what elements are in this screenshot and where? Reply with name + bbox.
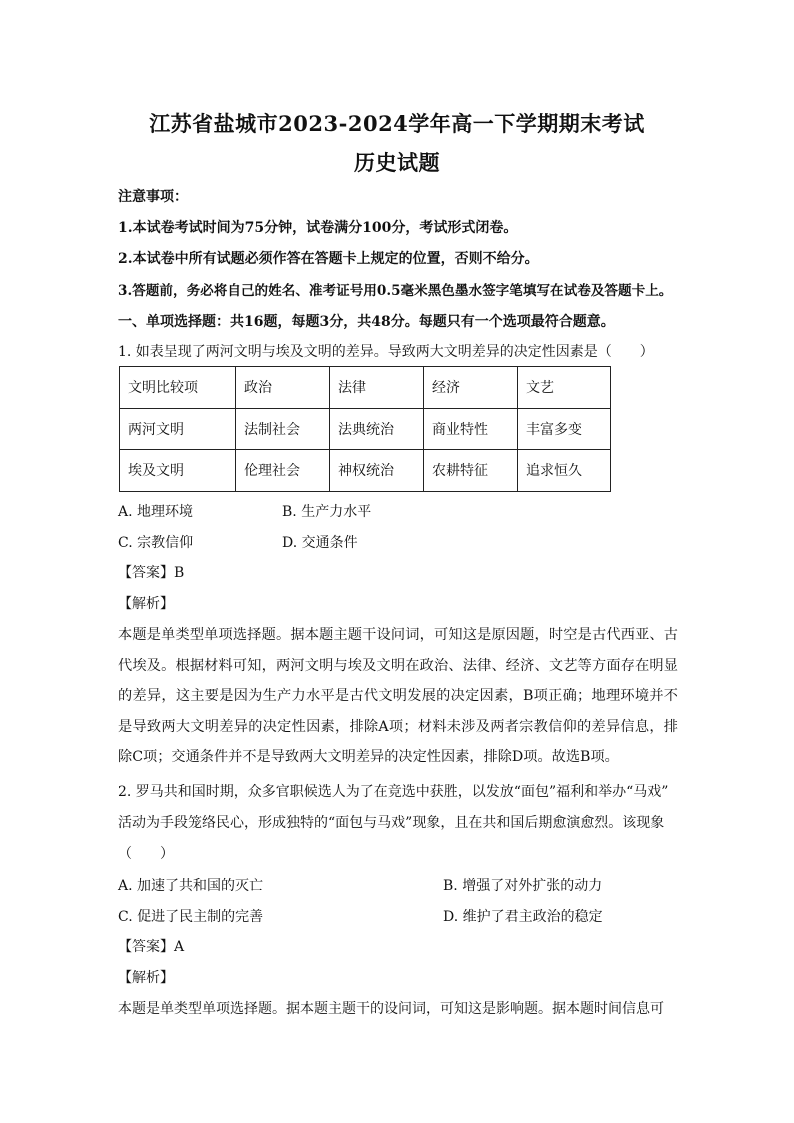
table-cell: 追求恒久 [518,450,611,492]
q2-answer: 【答案】A [118,939,185,955]
table-cell: 文明比较项 [120,367,236,409]
q1-answer: 【答案】B [118,565,185,581]
table-header-row [120,367,611,409]
exam-subtitle: 历史试题 [354,150,440,175]
section-heading: 一、单项选择题：共16题，每题3分，共48分。每题只有一个选项最符合题意。 [118,314,615,330]
exam-title: 江苏省盐城市2023-2024学年高一下学期期末考试 [149,111,645,136]
q2-option-c: C. 促进了民主制的完善 [118,909,264,925]
table-row [120,450,611,492]
table-cell: 神权统治 [330,450,424,492]
q1-analysis: 本题是单类型单项选择题。据本题主题干设问词，可知这是原因题，时空是古代西亚、古代埃及。根据材料可知，两河文明与埃及文明在政治、法律、经济、文艺等方面存在明显的差异，这主要是因为生产力水平是古代文明发展的决定因素，B项正确；地理环境并不是导致两大文明差异的决定性因素，排除A项；材料未涉及两者宗教信仰的差异信息，排除C项；交通条件并不是导致两大文明差异的决定性因素，排除D项。故选B项。 [118,627,678,766]
q1-option-b: B. 生产力水平 [282,504,372,520]
table-row [120,408,611,450]
table-cell: 商业特性 [424,408,518,450]
q1-option-a: A. 地理环境 [118,504,194,520]
table-cell: 文艺 [518,367,611,409]
table-cell: 农耕特征 [424,450,518,492]
table-cell: 伦理社会 [236,450,330,492]
q1-option-c: C. 宗教信仰 [118,535,194,551]
notes-heading: 注意事项： [118,189,188,205]
table-cell: 两河文明 [120,408,236,450]
q2-analysis-line-1: 本题是单类型单项选择题。据本题主题干的设问词，可知这是影响题。据本题时间信息可 [118,1001,664,1017]
q1-option-d: D. 交通条件 [282,535,358,551]
q2-stem-line-1: 2. 罗马共和国时期，众多官职候选人为了在竞选中获胜，以发放“面包”福利和举办“马戏” [118,784,669,800]
q2-option-d: D. 维护了君主政治的稳定 [443,909,603,925]
table-cell: 法制社会 [236,408,330,450]
note-item-2: 2.本试卷中所有试题必须作答在答题卡上规定的位置，否则不给分。 [118,251,539,267]
comparison-table [119,366,611,492]
table-cell: 法律 [330,367,424,409]
q2-analysis-label: 【解析】 [118,970,174,986]
q1-stem: 1. 如表呈现了两河文明与埃及文明的差异。导致两大文明差异的决定性因素是（ ） [118,344,654,360]
note-item-1: 1.本试卷考试时间为75分钟，试卷满分100分，考试形式闭卷。 [118,220,518,236]
q2-option-a: A. 加速了共和国的灭亡 [118,878,264,894]
q2-stem-line-3: （ ） [118,846,174,862]
q2-option-b: B. 增强了对外扩张的动力 [443,878,603,894]
table-cell: 法典统治 [330,408,424,450]
table-cell: 政治 [236,367,330,409]
table-cell: 丰富多变 [518,408,611,450]
q1-analysis-label: 【解析】 [118,596,174,612]
table-cell: 埃及文明 [120,450,236,492]
table-cell: 经济 [424,367,518,409]
note-item-3: 3.答题前，务必将自己的姓名、准考证号用0.5毫米黑色墨水签字笔填写在试卷及答题卡上。 [118,283,673,299]
q2-stem-line-2: 活动为手段笼络民心，形成独特的“面包与马戏”现象，且在共和国后期愈演愈烈。该现象 [118,815,665,831]
